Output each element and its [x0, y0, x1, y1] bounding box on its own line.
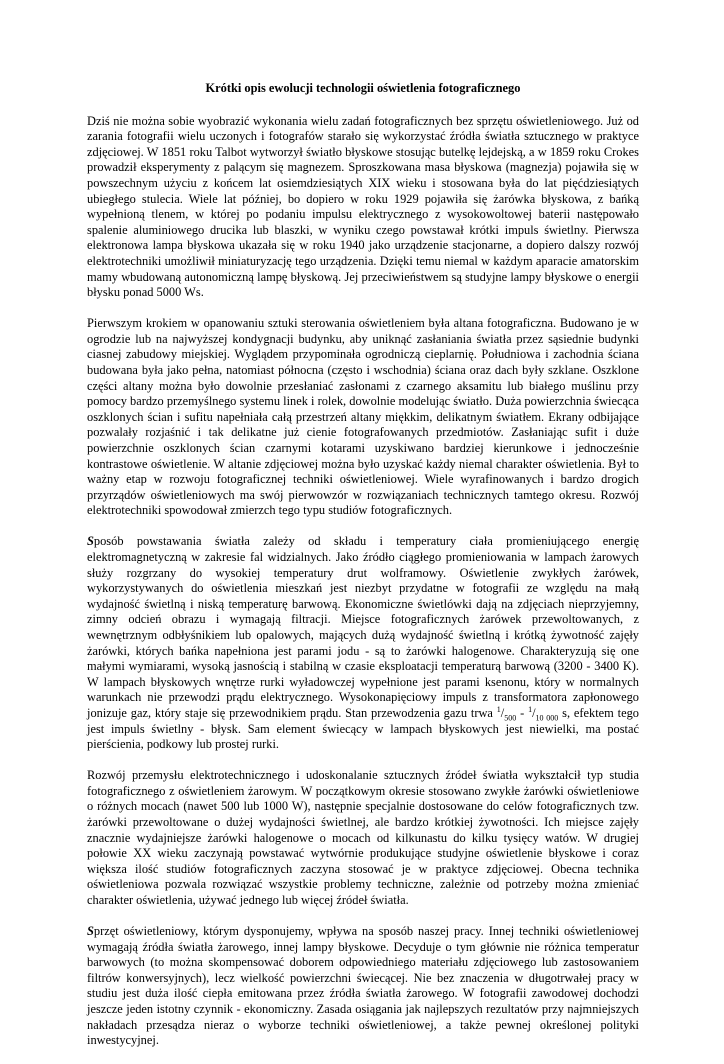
paragraph-5-text: przęt oświetleniowy, którym dysponujemy, wpływa na sposób naszej pracy. Innej techniki oświetleniowej wymagają źródła światła żarowego, innej lampy błyskowe. Decyduje o tym głównie nie różnica temperatur barwowych (to można skompensować doborem odpowiedniego materiału zdjęciowego lub zastosowaniem filtrów konwersyjnych), lecz wielkość powierzchni świecącej. Nie bez znaczenia w długotrwałej pracy w studiu jest duża ilość ciepła emitowana przez źródła światła żarowego. W fotografii zawodowej dochodzi jeszcze jeden istotny czynnik - ekonomiczny. Zasada osiągania jak najlepszych rezultatów przy najmniejszych nakładach przesądza nieraz o wyborze techniki oświetleniowej, a także pewnej określonej polityki inwestycyjnej. [87, 924, 639, 1048]
fraction-2-numerator: 1 [528, 704, 533, 714]
fraction-1-denominator: 500 [504, 713, 517, 723]
paragraph-4: Rozwój przemysłu elektrotechnicznego i udoskonalanie sztucznych źródeł światła wykształcił typ studia fotograficznego z oświetleniem żarowym. W początkowym okresie stosowano zwykłe żarówki oświetleniowe o różnych mocach (nawet 500 lub 1000 W), następnie specjalnie dostosowane do celów fotograficznych tzw. żarówki przewoltowane o dużej wydajności świetlnej, ale bardzo krótkiej żywotności. Ich miejsce zajęły znacznie wydajniejsze żarówki halogenowe o mocach od kilkunastu do kilku tysięcy watów. W drugiej połowie XX wieku zaczynają powstawać wytwórnie produkujące studyjne oświetlenie błyskowe i coraz większa ilość studiów fotograficznych zaczyna stosować je w praktyce zdjęciowej. Obecna technika oświetleniowa pozwala rozwiązać wszystkie problemy techniczne, zależnie od potrzeby można zmieniać charakter oświetlenia, używać jednego lub więcej źródeł światła. [87, 768, 639, 907]
paragraph-5 [87, 924, 639, 1049]
document-title: Krótki opis ewolucji technologii oświetlenia fotograficznego [205, 81, 521, 95]
fraction-1-numerator: 1 [496, 704, 501, 714]
document-page [87, 81, 639, 1064]
paragraph-3-initial: S [87, 534, 94, 549]
fraction-2-denominator: 10 000 [535, 713, 559, 723]
paragraph-3: Sposób powstawania światła zależy od składu i temperatury ciała promieniującego energię elektromagnetyczną w zakresie fal widzialnych. Jako źródło ciągłego promieniowania w lampach żarowych służy rozgrzany do wysokiej temperatury drut wolframowy. Oświetlenie zwykłych żarówek, wykorzystywanych do oświetlenia mieszkań jest niezbyt przydatne w fotografii ze względu na małą wydajność świetlną i niską temperaturę barwową. Ekonomiczne świetlówki dają na zdjęciach nieprzyjemny, zimny odcień obrazu i wymagają filtracji. Miejsce fotograficznych żarówek przewoltowanych, z wewnętrznym odbłyśnikiem lub opalowych, mających dużą wydajność świetlną i krótką żywotność zajęły żarówki, których bańka napełniona jest parami jodu - są to żarówki halogenowe. Charakteryzują się one małymi wymiarami, wysoką jasnością i stabilną w czasie eksploatacji temperaturą barwową (3200 - 3400 K). W lampach błyskowych wnętrze rurki wyładowczej wypełnione jest parami ksenonu, który w normalnych warunkach nie przewodzi prądu elektrycznego. Wysokonapięciowy impuls z transformatora zapłonowego jonizuje gaz, który staje się przewodnikiem prądu. Stan przewodzenia gazu trwa $^1/_{500} - ^1/_{10 000}$ s, efektem tego jest impuls świetlny - błysk. Sam element świecący w lampach błyskowych jest niewielki, ma postać pierścienia, podkowy lub prostej rurki. [87, 534, 639, 752]
paragraph-2: Pierwszym krokiem w opanowaniu sztuki sterowania oświetleniem była altana fotograficzna. Budowano je w ogrodzie lub na najwyższej kondygnacji budynku, aby uniknąć zasłaniania światła przez sąsiednie budynki ciasnej zabudowy miejskiej. Wyglądem przypominała ogrodniczą cieplarnię. Południowa i zachodnia ściana budowana była jako pełna, natomiast północna (często i wschodnia) ściana oraz dach były szklane. Oszklone części altany można było dowolnie przesłaniać zasłonami z czarnego aksamitu lub białego muślinu przy pomocy bardzo przemyślnego systemu linek i rolek, dowolnie modelując światło. Duża powierzchnia świecąca oszklonych ścian i sufitu napełniała całą przestrzeń altany miękkim, delikatnym światłem. Ekrany odbijające pozwalały rozjaśnić i tak delikatne już cienie fotografowanych przedmiotów. Zasłaniając sufit i duże powierzchnie oszklonych ścian czarnymi kotarami uzyskiwano bardziej kierunkowe i jednocześnie kontrastowe oświetlenie. W altanie zdjęciowej można było uzyskać każdy niemal charakter oświetlenia. Był to ważny etap w rozwoju fotograficznej techniki oświetleniowej. Wiele wyrafinowanych i bardzo drogich przyrządów oświetleniowych ma swój pierwowzór w rozwiązaniach technicznych tamtego okresu. Rozwój elektrotechniki spowodował zmierzch tego typu studiów fotograficznych. [87, 316, 639, 518]
fraction-dash: - [516, 705, 529, 720]
paragraph-3-text-a: posób powstawania światła zależy od składu i temperatury ciała promieniującego energię elektromagnetyczną w zakresie fal widzialnych. Jako źródło ciągłego promieniowania w lampach żarowych służy rozgrzany do wysokiej temperatury drut wolframowy. Oświetlenie zwykłych żarówek, wykorzystywanych do oświetlenia mieszkań jest niezbyt przydatne w fotografii ze względu na małą wydajność świetlną i niską temperaturę barwową. Ekonomiczne świetlówki dają na zdjęciach nieprzyjemny, zimny odcień obrazu i wymagają filtracji. Miejsce fotograficznych żarówek przewoltowanych, z wewnętrznym odbłyśnikiem lub opalowych, mających dużą wydajność świetlną i krótką żywotność zajęły żarówki, których bańka napełniona jest parami jodu - są to żarówki halogenowe. Charakteryzują się one małymi wymiarami, wysoką jasnością i stabilną w czasie eksploatacji temperaturą barwową (3200 - 3400 K). W lampach błyskowych wnętrze rurki wyładowczej wypełnione jest parami ksenonu, który w normalnych warunkach nie przewodzi prądu elektrycznego. Wysokonapięciowy impuls z transformatora zapłonowego jonizuje gaz, który staje się przewodnikiem prądu. Stan przewodzenia gazu trwa [87, 534, 639, 720]
paragraph-5-initial: S [87, 924, 94, 939]
paragraph-1: Dziś nie można sobie wyobrazić wykonania wielu zadań fotograficznych bez sprzętu oświetleniowego. Już od zarania fotografii wielu uczonych i fotografów starało się wykorzystać źródła światła sztucznego w praktyce zdjęciowej. W 1851 roku Talbot wytworzył światło błyskowe stosując butelkę lejdejską, a w 1859 roku Crokes prowadził eksperymenty z palącym się magnezem. Sproszkowana masa błyskowa (magnezja) pojawiła się w powszechnym użyciu z końcem lat osiemdziesiątych XIX wieku i stosowana była do lat pięćdziesiątych ubiegłego stulecia. Wiele lat później, bo dopiero w roku 1929 pojawiła się żarówka błyskowa, z bańką wypełnioną tlenem, w której po podaniu impulsu elektrycznego z wysokowoltowej baterii następowało spalenie aluminiowego drucika lub blaszki, w wyniku czego powstawał krótki impuls świetlny. Pierwsza elektronowa lampa błyskowa ukazała się w roku 1940 jako urządzenie stacjonarne, a dopiero dalszy rozwój elektrotechniki umożliwił miniaturyzację tego urządzenia. Dzięki temu niemal w każdym aparacie amatorskim mamy wbudowaną autonomiczną lampę błyskową. Jej przeciwieństwem są studyjne lampy błyskowe o energii błysku ponad 5000 Ws. [87, 113, 639, 300]
paragraph-3-text-b: s, efektem tego jest impuls świetlny - błysk. Sam element świecący w lampach błyskowych jest niewielki, ma postać pierścienia, podkowy lub prostej rurki. [87, 705, 639, 752]
